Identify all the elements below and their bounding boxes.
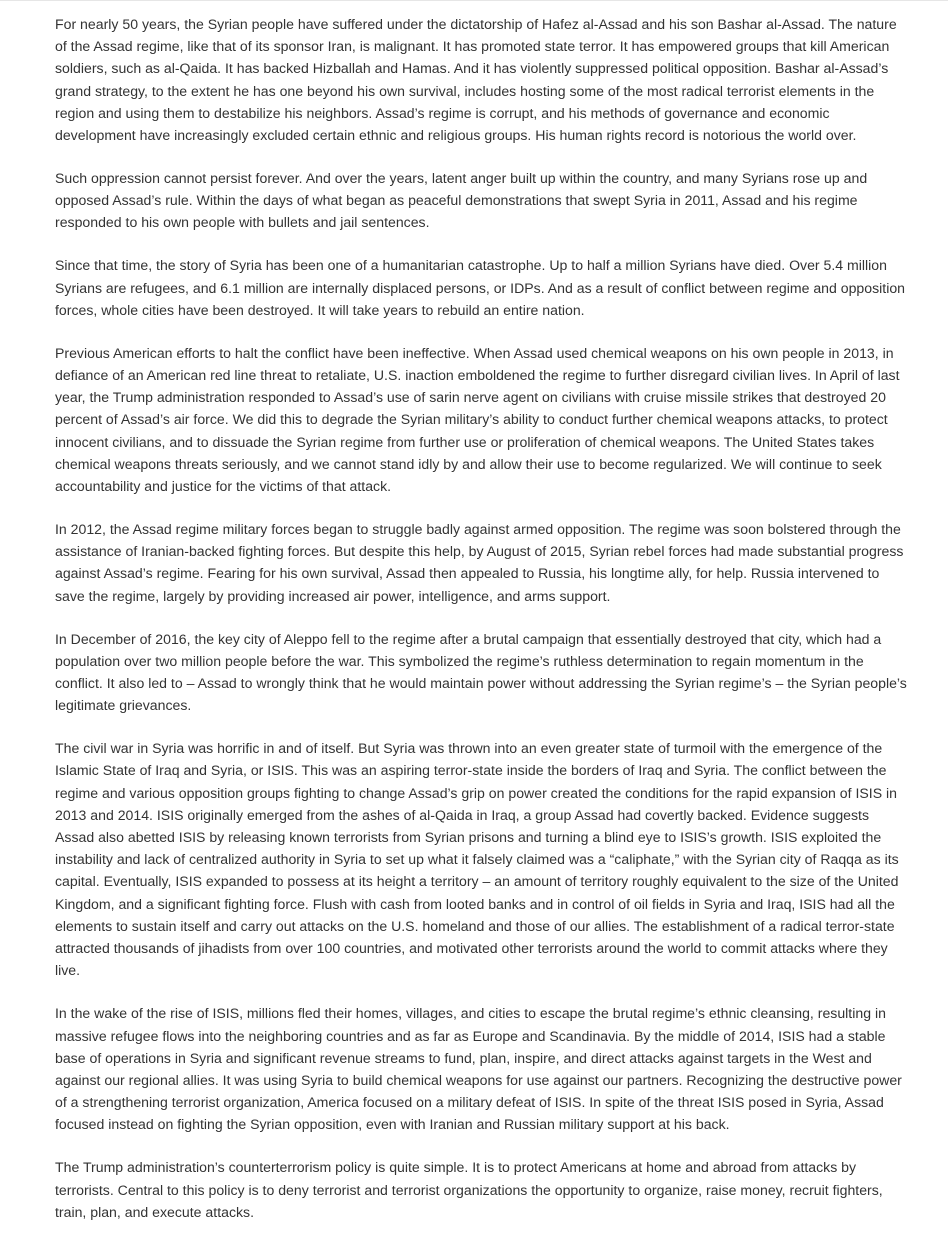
article-paragraph-8: In the wake of the rise of ISIS, millions fled their homes, villages, and cities to escape the brutal regime’s ethnic cleansing, resulting in massive refugee flows into the neighboring countries and as far as Europe and Scandinavia. By the middle of 2014, ISIS had a stable base of operations in Syria and significant revenue streams to fund, plan, inspire, and direct attacks against targets in the West and against our regional allies. It was using Syria to build chemical weapons for use against our partners. Recognizing the destructive power of a strengthening terrorist organization, America focused on a military defeat of ISIS. In spite of the threat ISIS posed in Syria, Assad focused instead on fighting the Syrian opposition, even with Iranian and Russian military support at his back.	[55, 1005, 902, 1133]
article-paragraph-4: Previous American efforts to halt the conflict have been ineffective. When Assad used chemical weapons on his own people in 2013, in defiance of an American red line threat to retaliate, U.S. inaction emboldened the regime to further disregard civilian lives. In April of last year, the Trump administration responded to Assad’s use of sarin nerve agent on civilians with cruise missile strikes that destroyed 20 percent of Assad’s air force. We did this to degrade the Syrian military’s ability to conduct further chemical weapons attacks, to protect innocent civilians, and to dissuade the Syrian regime from further use or proliferation of chemical weapons. The United States takes chemical weapons threats seriously, and we cannot stand idly by and allow their use to become regularized. We will continue to seek accountability and justice for the victims of that attack.	[55, 344, 900, 495]
article-paragraph-3: Since that time, the story of Syria has been one of a humanitarian catastrophe. Up to half a million Syrians have died. Over 5.4 million Syrians are refugees, and 6.1 million are internally displaced persons, or IDPs. And as a result of conflict between regime and opposition forces, whole cities have been destroyed. It will take years to rebuild an entire nation.	[55, 257, 906, 318]
article-paragraph-6: In December of 2016, the key city of Aleppo fell to the regime after a brutal campaign that essentially destroyed that city, which had a population over two million people before the war. This symbolized the regime’s ruthless determination to regain momentum in the conflict. It also led to – Assad to wrongly think that he would maintain power without addressing the Syrian regime’s – the Syrian people’s legitimate grievances.	[55, 630, 907, 714]
article-paragraph-5: In 2012, the Assad regime military forces began to struggle badly against armed opposition. The regime was soon bolstered through the assistance of Iranian-backed fighting forces. But despite this help, by August of 2015, Syrian rebel forces had made substantial progress against Assad’s regime. Fearing for his own survival, Assad then appealed to Russia, his longtime ally, for help. Russia intervened to save the regime, largely by providing increased air power, intelligence, and arms support.	[55, 521, 904, 604]
article-paragraph-7: The civil war in Syria was horrific in and of itself. But Syria was thrown into an even greater state of turmoil with the emergence of the Islamic State of Iraq and Syria, or ISIS. This was an aspiring terror-state inside the borders of Iraq and Syria. The conflict between the regime and various opposition groups fighting to change Assad’s grip on power created the conditions for the rapid expansion of ISIS in 2013 and 2014. ISIS originally emerged from the ashes of al-Qaida in Iraq, a group Assad had covertly backed. Evidence suggests Assad also abetted ISIS by releasing known terrorists from Syrian prisons and turning a blind eye to ISIS’s growth. ISIS exploited the instability and lack of centralized authority in Syria to set up what it falsely claimed was a “caliphate,” with the Syrian city of Raqqa as its capital. Eventually, ISIS expanded to possess at its height a territory – an amount of territory roughly equivalent to the size of the United Kingdom, and a significant fighting force. Flush with cash from looted banks and in control of oil fields in Syria and Iraq, ISIS had all the elements to sustain itself and carry out attacks on the U.S. homeland and those of our allies. The establishment of a radical terror-state attracted thousands of jihadists from over 100 countries, and motivated other terrorists around the world to commit attacks where they live.	[55, 740, 899, 979]
article-body	[55, 13, 911, 1244]
article-paragraph-2: Such oppression cannot persist forever. And over the years, latent anger built up within the country, and many Syrians rose up and opposed Assad’s rule. Within the days of what began as peaceful demonstrations that swept Syria in 2011, Assad and his regime responded to his own people with bullets and jail sentences.	[55, 170, 868, 231]
top-divider	[0, 0, 948, 1]
article-paragraph-1: For nearly 50 years, the Syrian people have suffered under the dictatorship of Hafez al-Assad and his son Bashar al-Assad. The nature of the Assad regime, like that of its sponsor Iran, is malignant. It has promoted state terror. It has empowered groups that kill American soldiers, such as al-Qaida. It has backed Hizballah and Hamas. And it has violently suppressed political opposition. Bashar al-Assad’s grand strategy, to the extent he has one beyond his own survival, includes hosting some of the most radical terrorist elements in the region and using them to destabilize his neighbors. Assad’s regime is corrupt, and his methods of governance and economic development have increasingly excluded certain ethnic and religious groups. His human rights record is notorious the world over.	[55, 16, 897, 144]
article-paragraph-9: The Trump administration’s counterterrorism policy is quite simple. It is to protect Americans at home and abroad from attacks by terrorists. Central to this policy is to deny terrorist and terrorist organizations the opportunity to organize, raise money, recruit fighters, train, plan, and execute attacks.	[55, 1159, 883, 1220]
